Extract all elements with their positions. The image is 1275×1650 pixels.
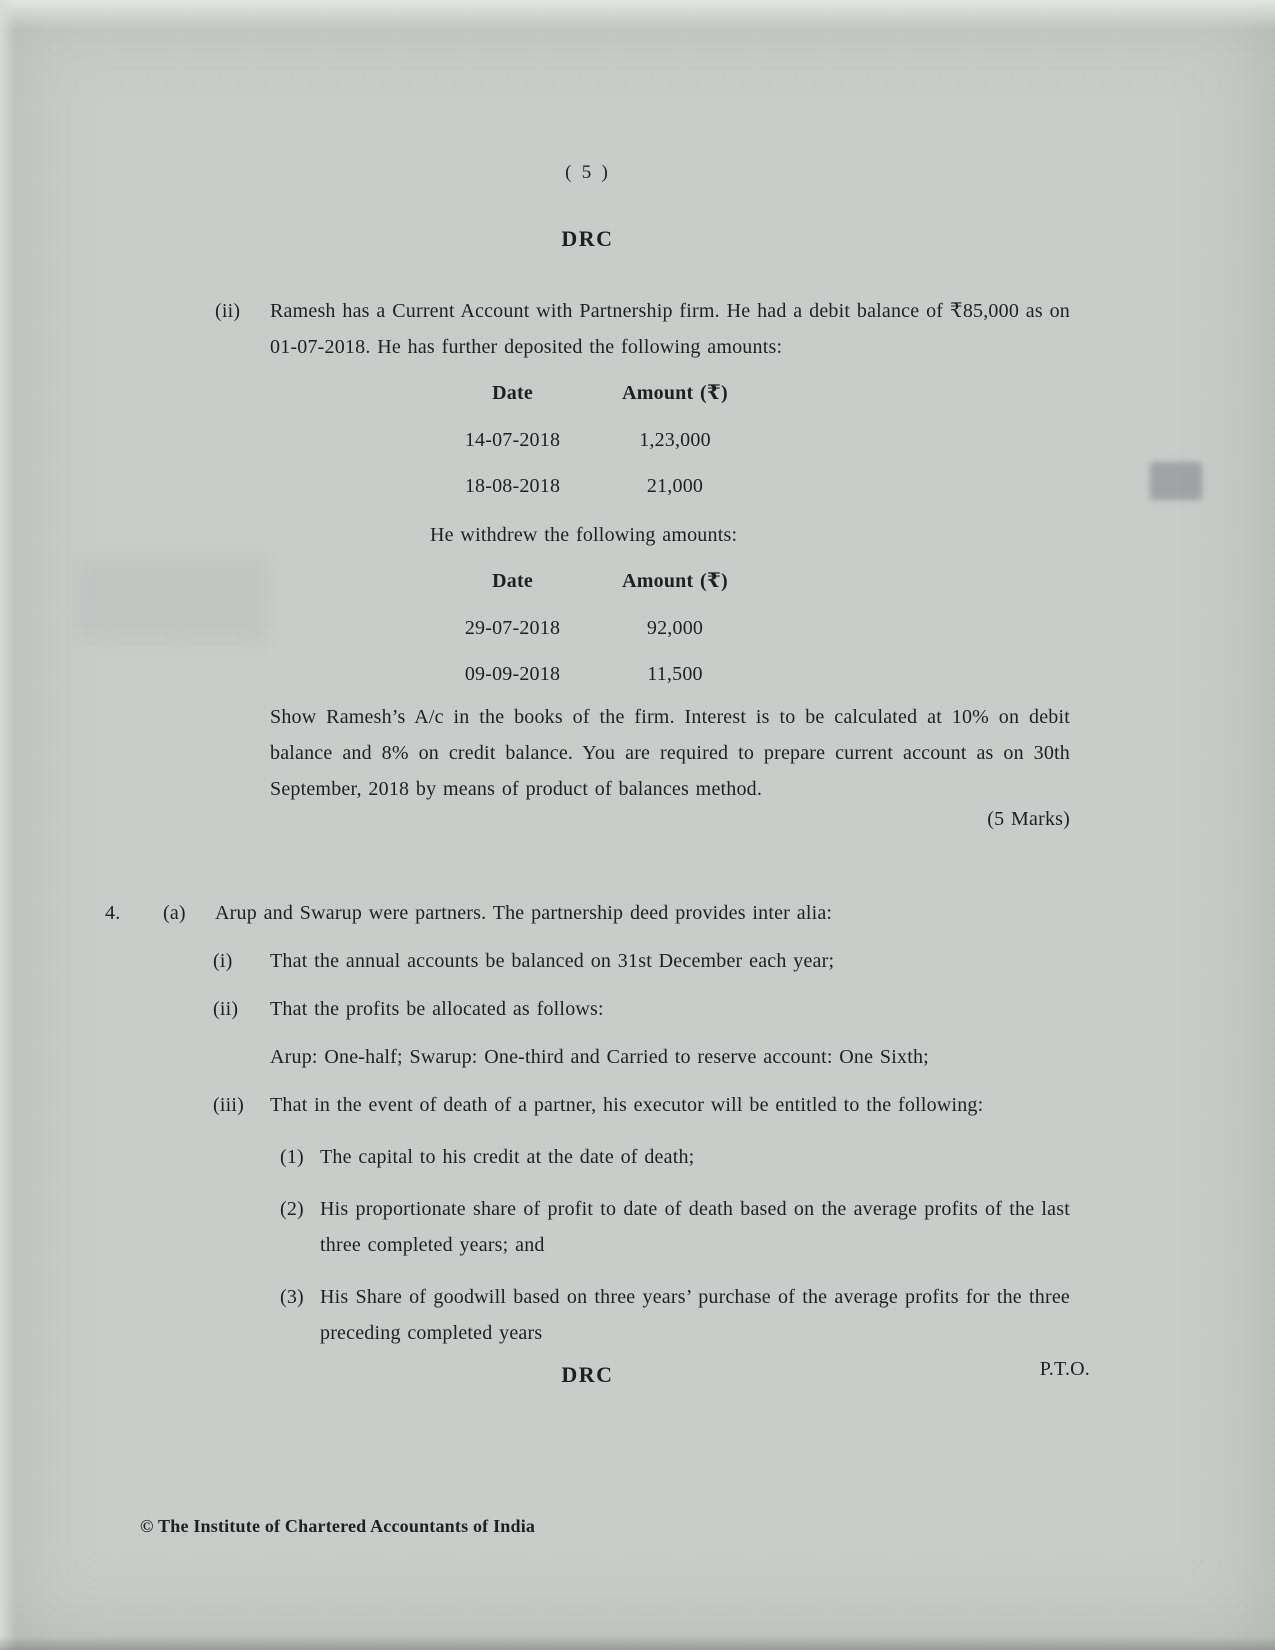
deposit-date-cell: 18-08-2018 (464, 475, 561, 497)
list-item (105, 1279, 1070, 1351)
list-item (105, 1087, 1070, 1123)
scan-edge-left (0, 0, 16, 1650)
item-ii-label: (ii) (213, 998, 239, 1020)
list-item (105, 943, 1070, 979)
deposit-amount-cell: 21,000 (646, 475, 704, 497)
table-row (435, 463, 760, 509)
item-i-text: That the annual accounts be balanced on 31st December each year; (270, 950, 835, 972)
question-ii-closing: Show Ramesh’s A/c in the books of the firm. Interest is to be calculated at 10% on debit balance and 8% on credit balance. You are required to prepare current account as on 30th September, 2018 by means of product of balances method. (270, 706, 1070, 800)
table-row (435, 605, 760, 651)
deposits-header-row (435, 369, 760, 417)
question-ii-body (270, 293, 1070, 837)
subitem-3-label: (3) (280, 1286, 304, 1308)
question-4-number: 4. (105, 902, 121, 924)
question-ii-row (105, 293, 1070, 837)
item-ii-text: That the profits be allocated as follows: (270, 998, 604, 1020)
subitem-2-label: (2) (280, 1198, 304, 1220)
copyright-notice: © The Institute of Chartered Accountants of India (140, 1516, 536, 1536)
subitem-1-label: (1) (280, 1146, 304, 1168)
paper-code-footer: DRC (561, 1362, 614, 1387)
page-number: ( 5 ) (565, 162, 610, 183)
withdrawals-date-header: Date (492, 570, 533, 592)
table-row (435, 651, 760, 697)
deposits-amount-header: Amount (₹) (622, 382, 728, 404)
question-4-heading (105, 895, 1070, 931)
page-footer (105, 1357, 1090, 1397)
scan-artifact (1150, 462, 1202, 500)
question-ii-intro: Ramesh has a Current Account with Partnership firm. He had a debit balance of ₹85,000 as on 01-07-2018. He has further deposited the following amounts: (270, 300, 1070, 358)
question-4-intro: Arup and Swarup were partners. The partnership deed provides inter alia: (215, 902, 833, 924)
deposits-date-header: Date (492, 382, 533, 404)
question-ii-label: (ii) (215, 300, 241, 322)
item-iii-label: (iii) (213, 1094, 244, 1116)
question-4-block (105, 895, 1070, 1351)
subitem-1-text: The capital to his credit at the date of death; (320, 1146, 695, 1168)
item-iii-text: That in the event of death of a partner, his executor will be entitled to the following: (270, 1094, 984, 1116)
subitem-2-text: His proportionate share of profit to date of death based on the average profits of the last three completed years; and (320, 1198, 1070, 1256)
marks-label: (5 Marks) (987, 808, 1070, 830)
withdrawal-amount-cell: 92,000 (646, 617, 704, 639)
deposit-date-cell: 14-07-2018 (464, 429, 561, 451)
question-4-part-label: (a) (163, 902, 186, 924)
deposit-amount-cell: 1,23,000 (639, 429, 711, 451)
withdrawal-amount-cell: 11,500 (647, 663, 703, 685)
withdrawal-date-cell: 29-07-2018 (464, 617, 561, 639)
withdrawals-intro: He withdrew the following amounts: (430, 524, 738, 546)
question-ii-block (105, 293, 1070, 837)
table-row (435, 417, 760, 463)
paper-code-header: DRC (561, 226, 614, 251)
item-i-label: (i) (213, 950, 233, 972)
list-item (105, 1191, 1070, 1263)
allocation-line: Arup: One-half; Swarup: One-third and Carried to reserve account: One Sixth; (270, 1046, 929, 1068)
page-content (105, 150, 1090, 1397)
list-item (105, 991, 1070, 1027)
deposits-table (435, 369, 760, 509)
withdrawal-date-cell: 09-09-2018 (464, 663, 561, 685)
withdrawals-table (435, 557, 760, 697)
subitem-3-text: His Share of goodwill based on three years’ purchase of the average profits for the three preceding completed years (320, 1286, 1070, 1344)
list-item (105, 1139, 1070, 1175)
withdrawals-header-row (435, 557, 760, 605)
withdrawals-amount-header: Amount (₹) (622, 570, 728, 592)
pto-label: P.T.O. (1039, 1358, 1090, 1380)
scan-edge-bottom (0, 1636, 1275, 1650)
